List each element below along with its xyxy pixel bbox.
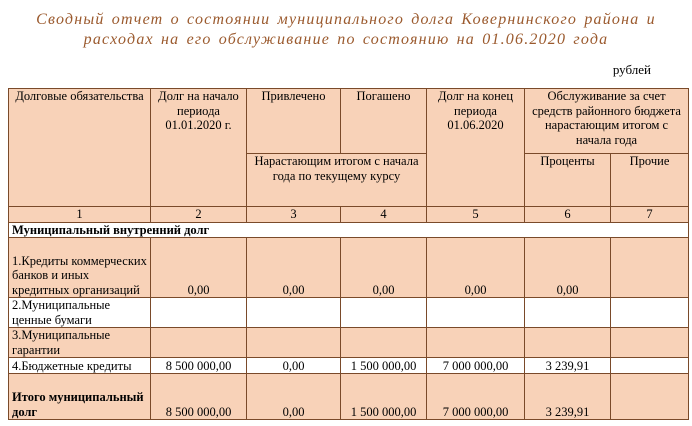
cell-debt-end: 7 000 000,00 xyxy=(427,358,525,374)
table-row xyxy=(9,298,689,328)
report-title-line-2: расходах на его обслуживание по состоянию на 01.06.2020 года xyxy=(83,31,609,48)
total-interest: 3 239,91 xyxy=(525,374,611,420)
cell-repaid: 0,00 xyxy=(341,238,427,298)
column-number: 3 xyxy=(247,207,341,223)
cell-debt-start: 0,00 xyxy=(151,238,247,298)
cell-interest xyxy=(525,298,611,328)
debt-report-table xyxy=(8,88,689,420)
report-title xyxy=(0,10,692,50)
row-label: 4.Бюджетные кредиты xyxy=(9,358,151,374)
cell-debt-end xyxy=(427,328,525,358)
total-debt-start: 8 500 000,00 xyxy=(151,374,247,420)
report-title-line-1: Сводный отчет о состоянии муниципального долга Ковернинского района и xyxy=(36,11,656,28)
cell-interest: 3 239,91 xyxy=(525,358,611,374)
total-label: Итого муниципальный долг xyxy=(9,374,151,420)
cell-interest xyxy=(525,328,611,358)
cell-other xyxy=(611,358,689,374)
header-servicing: Обслуживание за счет средств районного бюджета нарастающим итогом с начала года xyxy=(525,89,689,154)
cell-repaid xyxy=(341,328,427,358)
table-row xyxy=(9,328,689,358)
cell-other xyxy=(611,298,689,328)
cell-debt-start: 8 500 000,00 xyxy=(151,358,247,374)
cell-repaid xyxy=(341,298,427,328)
column-number: 6 xyxy=(525,207,611,223)
total-other xyxy=(611,374,689,420)
cell-debt-end xyxy=(427,298,525,328)
unit-label: рублей xyxy=(612,62,651,77)
cell-repaid: 1 500 000,00 xyxy=(341,358,427,374)
cell-debt-start xyxy=(151,298,247,328)
column-number: 5 xyxy=(427,207,525,223)
column-numbers-row xyxy=(9,207,689,223)
cell-attracted: 0,00 xyxy=(247,238,341,298)
table-row xyxy=(9,358,689,374)
row-label: 3.Муниципальные гарантии xyxy=(9,328,151,358)
header-debt-start: Долг на начало периода 01.01.2020 г. xyxy=(151,89,247,207)
cell-other xyxy=(611,238,689,298)
column-number: 2 xyxy=(151,207,247,223)
total-row xyxy=(9,374,689,420)
total-attracted: 0,00 xyxy=(247,374,341,420)
column-number: 1 xyxy=(9,207,151,223)
column-number: 4 xyxy=(341,207,427,223)
header-interest: Проценты xyxy=(525,154,611,207)
header-other: Прочие xyxy=(611,154,689,207)
row-label: 2.Муниципальные ценные бумаги xyxy=(9,298,151,328)
cell-debt-start xyxy=(151,328,247,358)
header-debt-obligations: Долговые обязательства xyxy=(9,89,151,207)
cell-attracted xyxy=(247,328,341,358)
cell-other xyxy=(611,328,689,358)
cell-interest: 0,00 xyxy=(525,238,611,298)
section-title: Муниципальный внутренний долг xyxy=(9,222,689,238)
table-row xyxy=(9,238,689,298)
header-cumulative-note: Нарастающим итогом с начала года по текущему курсу xyxy=(247,154,427,207)
total-debt-end: 7 000 000,00 xyxy=(427,374,525,420)
cell-attracted: 0,00 xyxy=(247,358,341,374)
header-debt-end: Долг на конец периода 01.06.2020 xyxy=(427,89,525,207)
row-label: 1.Кредиты коммерческих банков и иных кредитных организаций xyxy=(9,238,151,298)
header-repaid: Погашено xyxy=(341,89,427,154)
cell-debt-end: 0,00 xyxy=(427,238,525,298)
header-attracted: Привлечено xyxy=(247,89,341,154)
total-repaid: 1 500 000,00 xyxy=(341,374,427,420)
column-number: 7 xyxy=(611,207,689,223)
cell-attracted xyxy=(247,298,341,328)
